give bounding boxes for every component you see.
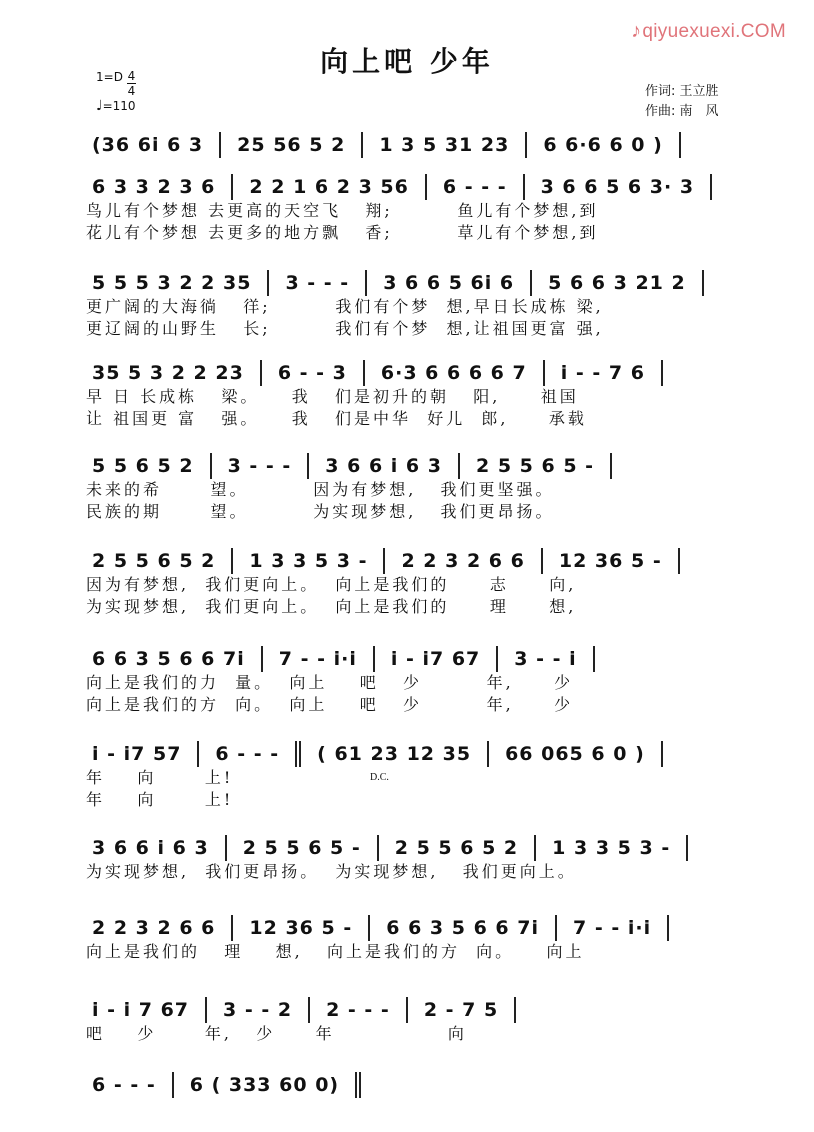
measure: 3 6 6 5 6 3· 3 bbox=[540, 176, 695, 198]
measure: ( 61 23 12 35 bbox=[317, 743, 472, 765]
barline bbox=[308, 997, 310, 1023]
measure: 3 6 6 i 6 3 bbox=[92, 837, 209, 859]
lyric-line: 未来的希 望。 因为有梦想, 我们更坚强。 bbox=[86, 480, 555, 499]
barline bbox=[197, 741, 199, 767]
measure: 6 - - 3 bbox=[277, 362, 347, 384]
measure: 1 3 5 31 23 bbox=[379, 134, 510, 156]
measure: 2 5 5 6 5 2 bbox=[394, 837, 519, 859]
barline bbox=[365, 270, 367, 296]
double-barline bbox=[355, 1072, 361, 1098]
measure: 2 2 1 6 2 3 56 bbox=[249, 176, 409, 198]
lyric-line: 向上是我们的力 量。 向上 吧 少 年, 少 bbox=[86, 673, 574, 692]
lyricist: 作词: 王立胜 bbox=[645, 84, 719, 99]
measure: 6 3 3 2 3 6 bbox=[92, 176, 216, 198]
lyric-line: 更广阔的大海徜 徉; 我们有个梦 想,早日长成栋 梁, bbox=[86, 297, 604, 316]
measure: 7 - - i·i bbox=[573, 917, 652, 939]
measure: 2 - - - bbox=[326, 999, 390, 1021]
barline bbox=[205, 997, 207, 1023]
barline bbox=[523, 174, 525, 200]
measure: 3 6 6 i 6 3 bbox=[325, 455, 442, 477]
barline bbox=[667, 915, 669, 941]
measure: 2 5 5 6 5 - bbox=[475, 455, 595, 477]
lyric-line: 向上是我们的方 向。 向上 吧 少 年, 少 bbox=[86, 695, 574, 714]
measure: 3 - - - bbox=[285, 272, 350, 294]
barline bbox=[267, 270, 269, 296]
quarter-note-icon: ♩ bbox=[96, 98, 103, 114]
barline bbox=[593, 646, 595, 672]
barline bbox=[219, 132, 221, 158]
score-system bbox=[80, 741, 750, 811]
barline bbox=[514, 997, 516, 1023]
key-tempo-block bbox=[96, 70, 136, 114]
measure: 6 6 3 5 6 6 7i bbox=[386, 917, 539, 939]
barline bbox=[260, 360, 262, 386]
measure: i - - 7 6 bbox=[560, 362, 645, 384]
barline bbox=[710, 174, 712, 200]
lyric-line: 向上是我们的 理 想, 向上是我们的方 向。 向上 bbox=[86, 942, 585, 961]
barline bbox=[425, 174, 427, 200]
barline bbox=[686, 835, 688, 861]
score-system bbox=[80, 915, 750, 963]
measure: 3 - - - bbox=[227, 455, 292, 477]
measure: 3 6 6 5 6i 6 bbox=[383, 272, 515, 294]
watermark-text: qiyuexuexi.COM bbox=[642, 21, 786, 42]
barline bbox=[679, 132, 681, 158]
measure: 6 - - - bbox=[215, 743, 280, 765]
barline bbox=[702, 270, 704, 296]
barline bbox=[541, 548, 543, 574]
barline bbox=[210, 453, 212, 479]
barline bbox=[361, 132, 363, 158]
barline bbox=[231, 915, 233, 941]
double-barline bbox=[295, 741, 301, 767]
score-system bbox=[80, 1072, 750, 1098]
lyric-line: 民族的期 望。 为实现梦想, 我们更昂扬。 bbox=[86, 502, 555, 521]
barline bbox=[530, 270, 532, 296]
lyric-line: 更辽阔的山野生 长; 我们有个梦 想,让祖国更富 强, bbox=[86, 319, 604, 338]
barline bbox=[231, 174, 233, 200]
measure: 2 2 3 2 6 6 bbox=[92, 917, 216, 939]
measure: 12 36 5 - bbox=[249, 917, 353, 939]
lyric-line: 花儿有个梦想 去更多的地方飘 香; 草儿有个梦想,到 bbox=[86, 223, 599, 242]
dc-mark: D.C. bbox=[370, 772, 389, 783]
barline bbox=[458, 453, 460, 479]
notation-row bbox=[80, 360, 750, 386]
score-system bbox=[80, 835, 750, 883]
measure: 3 - - i bbox=[514, 648, 577, 670]
barline bbox=[363, 360, 365, 386]
notation-row bbox=[80, 835, 750, 861]
measure: 1 3 3 5 3 - bbox=[552, 837, 671, 859]
measure: 2 2 3 2 6 6 bbox=[401, 550, 525, 572]
barline bbox=[377, 835, 379, 861]
key-signature: 1=D bbox=[96, 70, 123, 84]
song-title: 向上吧 少年 bbox=[320, 45, 494, 78]
time-signature bbox=[127, 70, 136, 97]
measure: 7 - - i·i bbox=[278, 648, 357, 670]
notation-row bbox=[80, 270, 750, 296]
barline bbox=[172, 1072, 174, 1098]
measure: 6 6·6 6 0 ) bbox=[543, 134, 663, 156]
composer: 作曲: 南 风 bbox=[645, 104, 719, 119]
score-system bbox=[80, 132, 750, 158]
score-system bbox=[80, 997, 750, 1045]
barline bbox=[261, 646, 263, 672]
barline bbox=[406, 997, 408, 1023]
notation-row bbox=[80, 646, 750, 672]
measure: 2 - 7 5 bbox=[423, 999, 499, 1021]
measure: 6 - - - bbox=[92, 1074, 156, 1096]
lyric-line: 让 祖国更 富 强。 我 们是中华 好儿 郎, 承载 bbox=[86, 409, 587, 428]
measure: 2 5 5 6 5 2 bbox=[92, 550, 216, 572]
measure: 6 ( 333 60 0) bbox=[189, 1074, 340, 1096]
barline bbox=[543, 360, 545, 386]
notation-row bbox=[80, 453, 750, 479]
notation-row bbox=[80, 132, 750, 158]
notation-row bbox=[80, 1072, 750, 1098]
score-system bbox=[80, 453, 750, 523]
measure: 66 065 6 0 ) bbox=[505, 743, 645, 765]
notation-row bbox=[80, 741, 750, 767]
measure: 25 56 5 2 bbox=[237, 134, 346, 156]
barline bbox=[534, 835, 536, 861]
measure: 2 5 5 6 5 - bbox=[242, 837, 361, 859]
barline bbox=[496, 646, 498, 672]
measure: 3 - - 2 bbox=[223, 999, 293, 1021]
credits-block bbox=[645, 82, 719, 122]
barline bbox=[678, 548, 680, 574]
barline bbox=[373, 646, 375, 672]
barline bbox=[368, 915, 370, 941]
lyric-line: 为实现梦想, 我们更昂扬。 为实现梦想, 我们更向上。 bbox=[86, 862, 577, 881]
lyric-line: 年 向 上! bbox=[86, 768, 234, 787]
measure: i - i7 57 bbox=[92, 743, 182, 765]
time-signature-top: 4 bbox=[127, 69, 136, 83]
measure: (36 6i 6 3 bbox=[92, 134, 204, 156]
measure: 6 - - - bbox=[442, 176, 507, 198]
lyric-line: 鸟儿有个梦想 去更高的天空飞 翔; 鱼儿有个梦想,到 bbox=[86, 201, 599, 220]
barline bbox=[225, 835, 227, 861]
notation-row bbox=[80, 548, 750, 574]
notation-row bbox=[80, 915, 750, 941]
measure: 5 6 6 3 21 2 bbox=[548, 272, 686, 294]
barline bbox=[555, 915, 557, 941]
note-logo-icon: ♪ bbox=[631, 20, 642, 42]
lyric-line: 因为有梦想, 我们更向上。 向上是我们的 志 向, bbox=[86, 575, 577, 594]
time-signature-bottom: 4 bbox=[127, 84, 136, 98]
notation-row bbox=[80, 174, 750, 200]
score-system bbox=[80, 270, 750, 340]
barline bbox=[487, 741, 489, 767]
measure: i - i7 67 bbox=[390, 648, 481, 670]
measure: 35 5 3 2 2 23 bbox=[92, 362, 244, 384]
measure: 12 36 5 - bbox=[558, 550, 662, 572]
barline bbox=[661, 360, 663, 386]
lyric-line: 早 日 长成栋 梁。 我 们是初升的朝 阳, 祖国 bbox=[86, 387, 579, 406]
measure: i - i 7 67 bbox=[92, 999, 190, 1021]
barline bbox=[525, 132, 527, 158]
lyric-line: 为实现梦想, 我们更向上。 向上是我们的 理 想, bbox=[86, 597, 577, 616]
measure: 1 3 3 5 3 - bbox=[249, 550, 368, 572]
barline bbox=[661, 741, 663, 767]
lyric-line: 吧 少 年, 少 年 向 bbox=[86, 1024, 467, 1043]
barline bbox=[307, 453, 309, 479]
measure: 5 5 6 5 2 bbox=[92, 455, 194, 477]
score-system bbox=[80, 646, 750, 716]
score-system bbox=[80, 548, 750, 618]
score-system bbox=[80, 174, 750, 244]
measure: 6 6 3 5 6 6 7i bbox=[92, 648, 245, 670]
score-system bbox=[80, 360, 750, 430]
measure: 6·3 6 6 6 6 7 bbox=[380, 362, 527, 384]
lyric-line: 年 向 上! bbox=[86, 790, 234, 809]
tempo-value: =110 bbox=[102, 99, 136, 113]
barline bbox=[383, 548, 385, 574]
measure: 5 5 5 3 2 2 35 bbox=[92, 272, 252, 294]
notation-row bbox=[80, 997, 750, 1023]
barline bbox=[231, 548, 233, 574]
barline bbox=[610, 453, 612, 479]
